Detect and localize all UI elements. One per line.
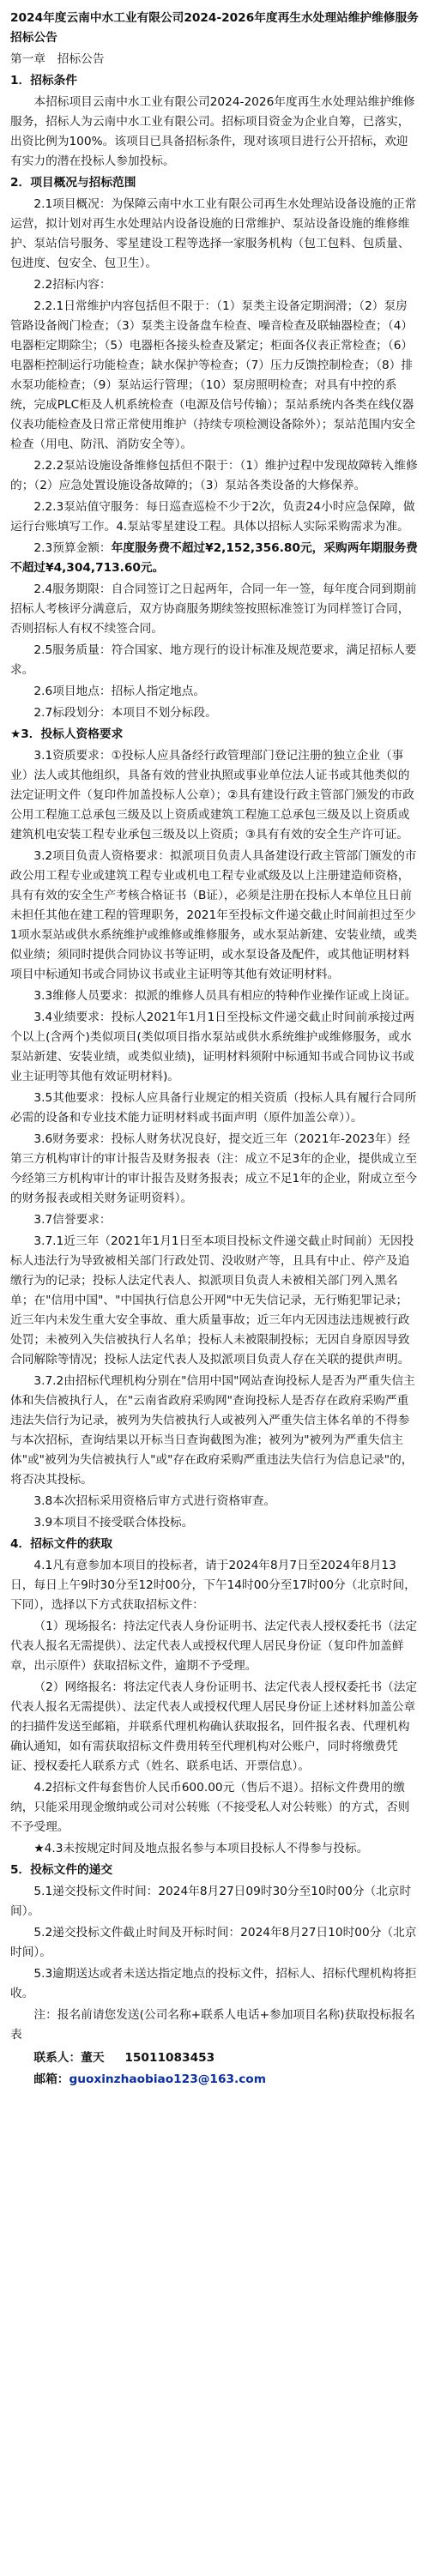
contact-email <box>10 2070 419 2090</box>
late-submission-rule: 5.3逾期送达或者未送达指定地点的投标文件，招标人、招标代理机构将拒收。 <box>10 1967 417 2000</box>
online-registration: （2）网络报名：将法定代表人身份证明书、法定代表人授权委托书（法定代表人报名无需提供）、法定代表人或授权代理人居民身份证上述材料加盖公章的扫描件发送至邮箱，并联系代理机构确认获取报名，回件报名表、代理机构确认通知，如有需获取招标文件费用转至代理机构对公账户，同时将缴费凭证、授权委托人联系方式（姓名、联系电话、开票信息）。 <box>10 1680 418 1773</box>
document-title: 2024年度云南中水工业有限公司2024-2026年度再生水处理站维护维修服务招标公告 <box>10 11 419 45</box>
no-consortium: 3.9本项目不接受联合体投标。 <box>33 1516 194 1529</box>
staff-requirement: 3.3维修人员要求：拟派的维修人员具有相应的特种作业操作证或上岗证。 <box>33 989 417 1003</box>
project-location: 2.6项目地点：招标人指定地点。 <box>33 685 206 698</box>
performance-requirement: 3.4业绩要求：投标人2021年1月1日至投标文件递交截止时间前承接过两个以上(含两个)类似项目(类似项目指水泵站或供水系统维护或维修服务，或水泵站新建、安装业绩，或类似业绩)，证明材料须附中标通知书或合同协议书或业主证明等其他有效证明材料)。 <box>10 1010 414 1083</box>
budget-label: 2.3预算金额： <box>33 541 112 555</box>
post-qualification-review: 3.8本次招标采用资格后审方式进行资格审查。 <box>33 1494 276 1508</box>
service-period: 2.4服务期限：自合同签订之日起两年，合同一年一签，每年度合同到期前招标人考核评分满意后，双方协商服务期续签按照标准签订为同样签订合同，否则招标人有权不续签合同。 <box>10 582 417 636</box>
section-4-heading: 4．招标文件的获取 <box>10 1537 113 1551</box>
section-2-heading: 2．项目概况与招标范围 <box>10 176 136 190</box>
service-quality: 2.5服务质量：符合国家、地方现行的设计标准及规范要求，满足招标人要求。 <box>10 643 417 677</box>
repair-scope: 2.2.2泵站设施设备维修包括但不限于：（1）维护过程中发现故障转入维修的；（2）应急处置设施设备故障的；（3）泵站各类设备的大修保养。 <box>10 459 418 492</box>
contact-person <box>10 2048 419 2068</box>
lot-division: 2.7标段划分：本项目不划分标段。 <box>33 706 217 720</box>
budget-text: 年度服务费不超过¥2,152,356.80元，采购两年期服务费不超过¥4,304,713.60元。 <box>10 541 418 575</box>
tender-content: 2.2招标内容： <box>33 278 112 292</box>
document-price: 4.2招标文件每套售价人民币600.00元（售后不退）。招标文件费用的缴纳，只能采用现金缴纳或公司对公转账（不接受私人对公转账）的方式，否则不予受理。 <box>10 1781 410 1834</box>
section-1-text: 本招标项目云南中水工业有限公司2024-2026年度再生水处理站维护维修服务，招标人为云南中水工业有限公司。招标项目资金为企业自筹，已落实，出资比例为100%。该项目已具备招标条件，现对该项目进行公开招标，欢迎有实力的潜在投标人参加投标。 <box>10 95 415 168</box>
project-manager-requirement: 3.2项目负责人资格要求：拟派项目负责人具备建设行政主管部门颁发的市政公用工程专业或建筑工程专业或机电工程专业贰级及以上注册建造师资格，具有有效的安全生产考核合格证书（B证），必须是注册在投标人本单位且日前未担任其他在建工程的管理职务，2021年至投标文件递交截止时间前担过至少1项水泵站或供水系统维护或维修或维修服务，或水泵站新建、安装业绩，或类似业绩；须同时提供合同协议书等证明，或水泵设备及配件，或其他证明材料项目中标通知书或合同协议书或业主证明等其他有效证明材料。 <box>10 849 418 981</box>
email-link[interactable]: guoxinzhaobiao123@163.com <box>69 2072 266 2086</box>
daily-maintenance: 2.2.1日常维护内容包括但不限于：（1）泵类主设备定期润滑；（2）泵房管路设备阀门检查；（3）泵类主设备盘车检查、噪音检查及联轴器检查；（4）电器柜定期除尘；（5）电器柜各接头检查及紧定；柜面各仪表正常检查；（6）电器柜控制运行功能检查；缺水保护等检查；（7）压力反馈控制检查；（8）排水泵功能检查；（9）泵站运行管理；（10）泵房照明检查；对具有中控的系统，完成PLC柜及人机系统检查（电源及信号传输）；泵站系统内各类在线仪器仪表功能检查及日常正常使用维护（持续专项检测设备除外）；泵站范围内安全检查（用电、防汛、消防安全等）。 <box>10 299 416 451</box>
contact-phone: 15011083453 <box>124 2051 215 2065</box>
duty-service: 2.2.3泵站值守服务：每日巡查巡检不少于2次，负责24小时应急保障，做运行台账填写工作。4.泵站零星建设工程。具体以招标人实际采购需求为准。 <box>10 500 415 534</box>
registration-warning: ★4.3未按规定时间及地点报名参与本项目投标人不得参与投标。 <box>33 1842 369 1855</box>
project-overview: 2.1项目概况：为保障云南中水工业有限公司再生水处理站设备设施的正常运营，拟计划对再生水处理站内设备设施的日常维护、泵站设备设施的维修维护、泵站信号服务、零星建设工程等选择一家服务机构（包工包料、包质量、包进度、包安全、包卫生）。 <box>10 197 417 270</box>
section-1-heading: 1．招标条件 <box>10 74 77 87</box>
financial-requirement: 3.6财务要求：投标人财务状况良好，提交近三年（2021年-2023年）经第三方机构审计的审计报告及财务报表（注：成立不足3年的企业，提供成立至今经第三方机构审计的审计报告及财务报表；成立不足1年的企业，附成立至今的财务报表或相关财务证明资料）。 <box>10 1132 418 1205</box>
reputation-requirement: 3.7信誉要求： <box>33 1213 112 1227</box>
chapter-heading: 第一章 招标公告 <box>10 52 105 66</box>
onsite-registration: （1）现场报名：持法定代表人身份证明书、法定代表人授权委托书（法定代表人报名无需提供）、法定代表人或授权代理人居民身份证（复印件加盖鲜章，出示原件）获取招标文件，逾期不予受理。 <box>10 1620 418 1673</box>
qualification-requirement: 3.1资质要求：①投标人应具备经行政管理部门登记注册的独立企业（事业）法人或其他组织，具备有效的营业执照或事业单位法人证书或其他类似的法定证明文件（复印件加盖投标人公章）；②具有建设行政主管部门颁发的市政公用工程施工总承包三级及以上资质或建筑工程施工总承包三级及以上资质或建筑机电安装工程专业承包三级及以上资质；③具有有效的安全生产许可证。 <box>10 749 414 842</box>
registration-note: 注：报名前请您发送(公司名称+联系人电话+参加项目名称)获取投标报名表 <box>10 2008 415 2042</box>
document-acquisition: 4.1凡有意参加本项目的投标者，请于2024年8月7日至2024年8月13日，每日上午9时30分至12时00分，下午14时00分至17时00分（北京时间，下同），选择以下方式获取招标文件： <box>10 1559 416 1612</box>
other-requirement: 3.5其他要求：投标人应具备行业规定的相关资质（投标人具有履行合同所必需的设备和专业技术能力证明材料或书面声明（原件加盖公章））。 <box>10 1091 417 1125</box>
contact-name: 董天 <box>81 2051 105 2065</box>
section-3-heading: ★3．投标人资格要求 <box>10 727 124 741</box>
reputation-requirement-2: 3.7.2由招标代理机构分别在"信用中国"网站查询投标人是否为严重失信主体和失信被执行人，在"云南省政府采购网"查询投标人是否存在政府采购严重违法失信行为记录，被列为失信被执行人或被列入严重失信主体名单的不得参与本次招标，查询结果以开标当日查询截图为准；被列为"被列为严重失信主体"或"被列为失信被执行人"或"存在政府采购严重违法失信行为信息记录"的，将否决其投标。 <box>10 1374 415 1487</box>
submission-deadline: 5.2递交投标文件截止时间及开标时间：2024年8月27日10时00分（北京时间）。 <box>10 1926 417 1959</box>
reputation-requirement-1: 3.7.1近三年（2021年1月1日至本项目投标文件递交截止时间前）无因投标人违法行为导致被相关部门行政处罚、没收财产等，且具有中止、停产及追缴行为的记录；投标人法定代表人、拟派项目负责人未被相关部门列入黑名单；在"信用中国"、"中国执行信息公开网"中无失信记录，无行贿犯罪记录；近三年内未发生重大安全事故、重大质量事故；近三年内无因违法违规被行政处罚；未被列入失信被执行人名单；投标人未被限制投标；无因自身原因导致合同解除等情况；投标人法定代表人及拟派项目负责人存在关联的提供声明。 <box>10 1234 414 1366</box>
email-label: 邮箱： <box>33 2072 69 2086</box>
section-5-heading: 5．投标文件的递交 <box>10 1863 113 1877</box>
submission-time: 5.1递交投标文件时间：2024年8月27日09时30分至10时00分（北京时间）。 <box>10 1885 412 1918</box>
contact-label: 联系人： <box>33 2051 82 2065</box>
budget-amount <box>10 539 419 578</box>
